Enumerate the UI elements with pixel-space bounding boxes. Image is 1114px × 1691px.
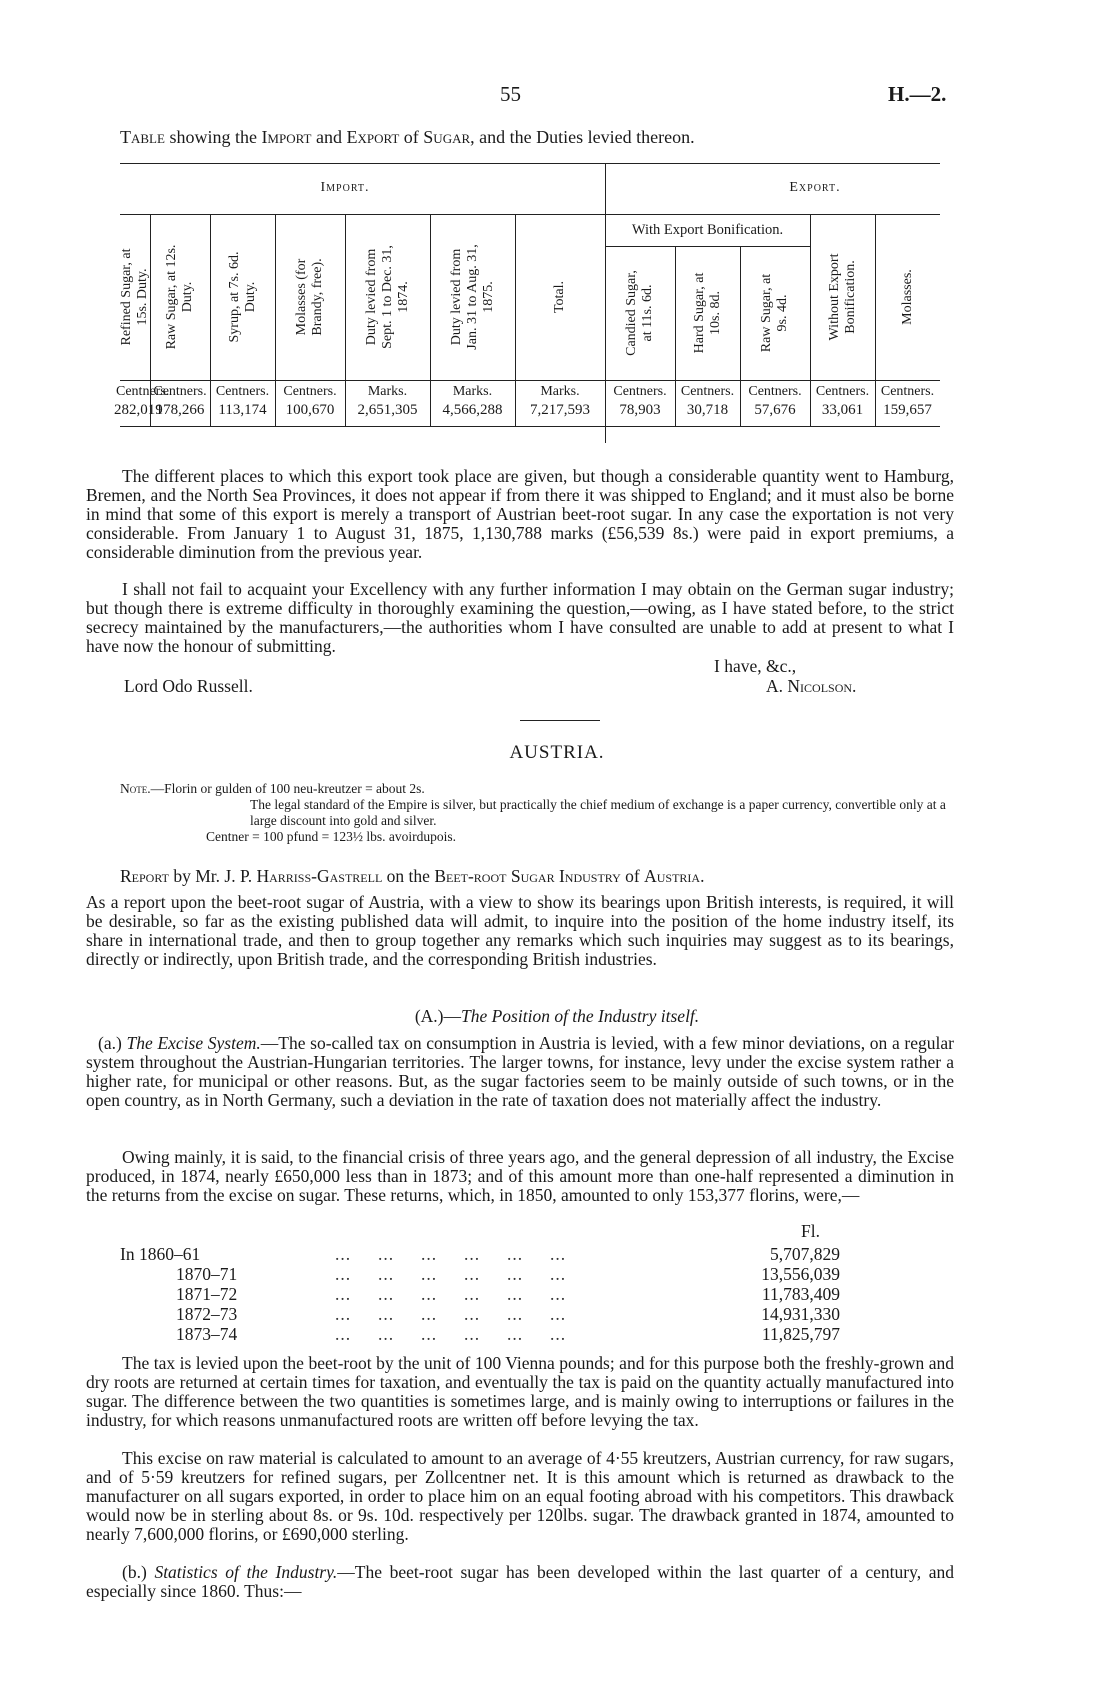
- returns-amount: 11,825,797: [761, 1324, 840, 1344]
- bonification-rule: [605, 246, 810, 247]
- closing-phrase: I have, &c.,: [714, 656, 797, 676]
- report-country: Austria: [644, 866, 701, 886]
- report-subject: Beet-root Sugar Industry: [434, 866, 621, 886]
- caption-text: showing the: [164, 127, 262, 147]
- column-header: [515, 218, 605, 376]
- column-value: 30,718: [686, 402, 729, 418]
- column-unit: Marks.: [452, 384, 493, 399]
- column-header-text: Raw Sugar, at 12s. Duty.: [164, 244, 195, 350]
- returns-year: 1873–74: [176, 1324, 238, 1344]
- sub-b-title: Statistics of the Industry.: [154, 1562, 338, 1582]
- column-header-text: Refined Sugar, at 15s. Duty.: [119, 248, 150, 346]
- report-by: by Mr. J. P.: [168, 866, 257, 886]
- caption-text: of: [399, 127, 424, 147]
- note-text: —Florin or gulden of 100 neu-kreutzer = about 2s.: [150, 781, 425, 796]
- returns-amount: 14,931,330: [761, 1304, 840, 1324]
- note-line-2: The legal standard of the Empire is silver, but practically the chief medium of exchange is a paper currency, convertible only at a large discount into gold and silver.: [250, 797, 946, 828]
- sub-b-text: —The beet-root sugar has been developed within the last quarter of a century, and especially since 1860. Thus:—: [86, 1562, 954, 1601]
- section-title-austria: AUSTRIA.: [509, 742, 605, 763]
- returns-row: [120, 1264, 840, 1282]
- import-header: Import.: [320, 180, 370, 195]
- column-unit: Marks.: [540, 384, 580, 399]
- addressee: Lord Odo Russell.: [124, 676, 253, 696]
- report-prefix: Report: [120, 866, 169, 886]
- paragraph-acquaint: I shall not fail to acquaint your Excellency with any further information I may obtain on the German sugar industry; but though there is extreme difficulty in thoroughly examining the question,—owing, as I have stated before, to the strict secrecy maintained by the manufacturers,—the authorities whom I have consulted are unable to add at present to what I have now the honour of submitting.: [86, 579, 954, 656]
- export-header: Export.: [789, 180, 841, 195]
- paragraph-statistics: [86, 1563, 954, 1601]
- column-unit: Centners.: [116, 384, 170, 399]
- returns-year: 1871–72: [176, 1284, 238, 1304]
- column-header: [150, 218, 210, 376]
- report-of: of: [620, 866, 645, 886]
- column-unit: Centners.: [815, 384, 870, 399]
- returns-year: 1872–73: [176, 1304, 238, 1324]
- paragraph-intro: As a report upon the beet-root sugar of Austria, with a view to show its bearings upon British interests, is required, it will be desirable, so far as the existing published data will admit, to inquire into the position of the home industry itself, its share in international trade, and then to group together any remarks which such inquiries may suggest as to its bearings, directly or indirectly, upon British trade, and the corresponding British industries.: [86, 892, 954, 969]
- report-end: .: [700, 866, 705, 886]
- section-a-title: The Position of the Industry itself.: [460, 1006, 700, 1026]
- page-number: 55: [500, 82, 521, 106]
- leader-dots: ... ... ... ... ... ...: [335, 1304, 567, 1324]
- column-header: [740, 250, 810, 376]
- column-header: [120, 218, 150, 376]
- note-line-3: Centner = 100 pfund = 123½ lbs. avoirdupois.: [206, 829, 456, 844]
- column-header-text: Total.: [552, 280, 567, 314]
- column-header-text: Molasses.: [899, 269, 915, 325]
- section-a-heading: [0, 1006, 1114, 1027]
- column-header: [605, 250, 675, 376]
- column-header-text: Molasses (for Brandy, free).: [294, 258, 325, 336]
- sub-a-label: (a.): [98, 1033, 127, 1053]
- column-header-text: Syrup, at 7s. 6d. Duty.: [226, 251, 258, 343]
- column-header: [810, 218, 875, 376]
- column-header: [210, 218, 275, 376]
- column-value: 4,566,288: [442, 402, 503, 418]
- returns-amount: 5,707,829: [770, 1244, 840, 1264]
- column-value: 57,676: [754, 402, 796, 418]
- column-unit: Centners.: [215, 384, 270, 399]
- report-on: on the: [382, 866, 435, 886]
- column-value: 7,217,593: [530, 402, 590, 418]
- returns-year: In 1860–61: [120, 1244, 201, 1264]
- paragraph-owing: Owing mainly, it is said, to the financial crisis of three years ago, and the general depression of all industry, the Excise produced, in 1874, nearly £650,000 less than in 1873; and of this amount more than one-half represented a diminution in the returns from the excise on sugar. These returns, which, in 1850, amounted to only 153,377 florins, were,—: [86, 1147, 954, 1205]
- sub-a-title: The Excise System.: [126, 1033, 261, 1053]
- column-value: 159,657: [883, 402, 932, 418]
- column-header-text: Without Export Bonification.: [826, 253, 858, 341]
- florin-unit: Fl.: [801, 1221, 820, 1241]
- column-unit: Marks.: [367, 384, 408, 399]
- austria-note: [120, 781, 950, 845]
- page-reference: H.—2.: [888, 82, 947, 106]
- table-rule-head-bottom: [120, 380, 940, 381]
- section-a-prefix: (A.)—: [414, 1006, 461, 1026]
- leader-dots: ... ... ... ... ... ...: [335, 1284, 567, 1304]
- column-value: 78,903: [619, 402, 661, 418]
- caption-import-word: Import: [261, 127, 312, 147]
- section-divider: [520, 720, 600, 721]
- bonification-header: With Export Bonification.: [631, 222, 784, 238]
- returns-row: [120, 1244, 840, 1262]
- caption-table-word: Table: [120, 127, 165, 147]
- column-unit: Centners.: [880, 384, 935, 399]
- paragraph-tax: The tax is levied upon the beet-root by the unit of 100 Vienna pounds; and for this purpose both the freshly-grown and dry roots are returned at certain times for taxation, and eventually the tax is paid on the quantity actually manufactured into sugar. The difference between the two quantities is sometimes large, and is mainly owing to interruptions or failures in the industry, for which reasons unmanufactured roots are written off before levying the tax.: [86, 1353, 954, 1430]
- column-header-text: Hard Sugar, at 10s. 8d.: [691, 272, 723, 354]
- column-header-text: Raw Sugar, at 9s. 4d.: [759, 273, 790, 353]
- table-rule-top: [120, 163, 940, 164]
- returns-row: [120, 1324, 840, 1342]
- leader-dots: ... ... ... ... ... ...: [335, 1324, 567, 1344]
- column-value: 282,019: [114, 402, 163, 418]
- caption-text: , and the Duties levied thereon.: [470, 127, 695, 147]
- sub-a-text: —The so-called tax on consumption in Austria is levied, with a few minor deviations, on a regular system throughout the Austrian-Hungarian territories. The larger towns, for instance, levy under the excise system rather a higher rate, for municipal or other reasons. But, as the sugar factories seem to be mainly outside of such towns, or in the open country, as in North Germany, such a deviation in the rate of taxation does not materially affect the industry.: [86, 1033, 954, 1110]
- leader-dots: ... ... ... ... ... ...: [335, 1264, 567, 1284]
- column-value: 33,061: [821, 402, 864, 418]
- report-heading: [120, 866, 704, 887]
- paragraph-export-places: The different places to which this export took place are given, but though a considerable quantity went to Hamburg, Bremen, and the North Sea Provinces, it does not appear if from there it was shipped to England; and it must also be borne in mind that some of this export is merely a transport of Austrian beet-root sugar. In any case the exportation is not very considerable. From January 1 to August 31, 1875, 1,130,788 marks (£56,539 8s.) were paid in export premiums, a considerable diminution from the previous year.: [86, 466, 954, 562]
- column-header: [275, 218, 345, 376]
- column-unit: Centners.: [680, 384, 735, 399]
- table-rule-bottom: [120, 426, 940, 427]
- column-header: [875, 218, 940, 376]
- returns-row: [120, 1304, 840, 1322]
- note-line-1: [120, 781, 950, 797]
- column-unit: Centners.: [283, 384, 337, 399]
- paragraph-drawback: This excise on raw material is calculated to amount to an average of 4·55 kreutzers, Austrian currency, for raw sugars, and of 5·59 kreutzers for refined sugars, per Zollcentner net. It is this amount which is returned as drawback to the manufacturer on all sugars exported, in order to place him on an equal footing abroad with his competitors. This drawback would now be in sterling about 8s. or 9s. 10d. respectively per 120lbs. sugar. The drawback granted in 1874, amounted to nearly 7,600,000 florins, or £690,000 sterling.: [86, 1448, 954, 1544]
- column-header-text: Duty levied from Sept. 1 to Dec. 31, 1874.: [363, 245, 411, 349]
- sugar-table: [0, 0, 1114, 450]
- returns-amount: 11,783,409: [761, 1284, 840, 1304]
- table-rule-header: [120, 214, 940, 215]
- column-header-text: Duty levied from Jan. 31 to Aug. 31, 1875.: [448, 244, 496, 350]
- paragraph-excise-system: [86, 1034, 954, 1110]
- sub-b-label: (b.): [122, 1562, 155, 1582]
- column-header-text: Candied Sugar, at 11s. 6d.: [624, 270, 655, 356]
- column-unit: Centners.: [153, 384, 207, 399]
- returns-year: 1870–71: [176, 1264, 238, 1284]
- report-author: Harriss-Gastrell: [256, 866, 383, 886]
- caption-text: and: [311, 127, 347, 147]
- leader-dots: ... ... ... ... ... ...: [335, 1244, 567, 1264]
- note-label: Note.: [120, 781, 151, 796]
- signature: A. Nicolson.: [766, 676, 857, 696]
- column-header: [345, 218, 430, 376]
- column-unit: Centners.: [613, 384, 667, 399]
- caption-sugar-word: Sugar: [423, 127, 471, 147]
- column-header: [675, 250, 740, 376]
- column-unit: Centners.: [748, 384, 802, 399]
- column-value: 178,266: [155, 402, 205, 418]
- column-header: [430, 218, 515, 376]
- returns-row: [120, 1284, 840, 1302]
- column-value: 2,651,305: [357, 402, 418, 418]
- column-value: 100,670: [285, 402, 335, 418]
- returns-amount: 13,556,039: [761, 1264, 840, 1284]
- caption-export-word: Export: [346, 127, 400, 147]
- column-value: 113,174: [218, 402, 267, 418]
